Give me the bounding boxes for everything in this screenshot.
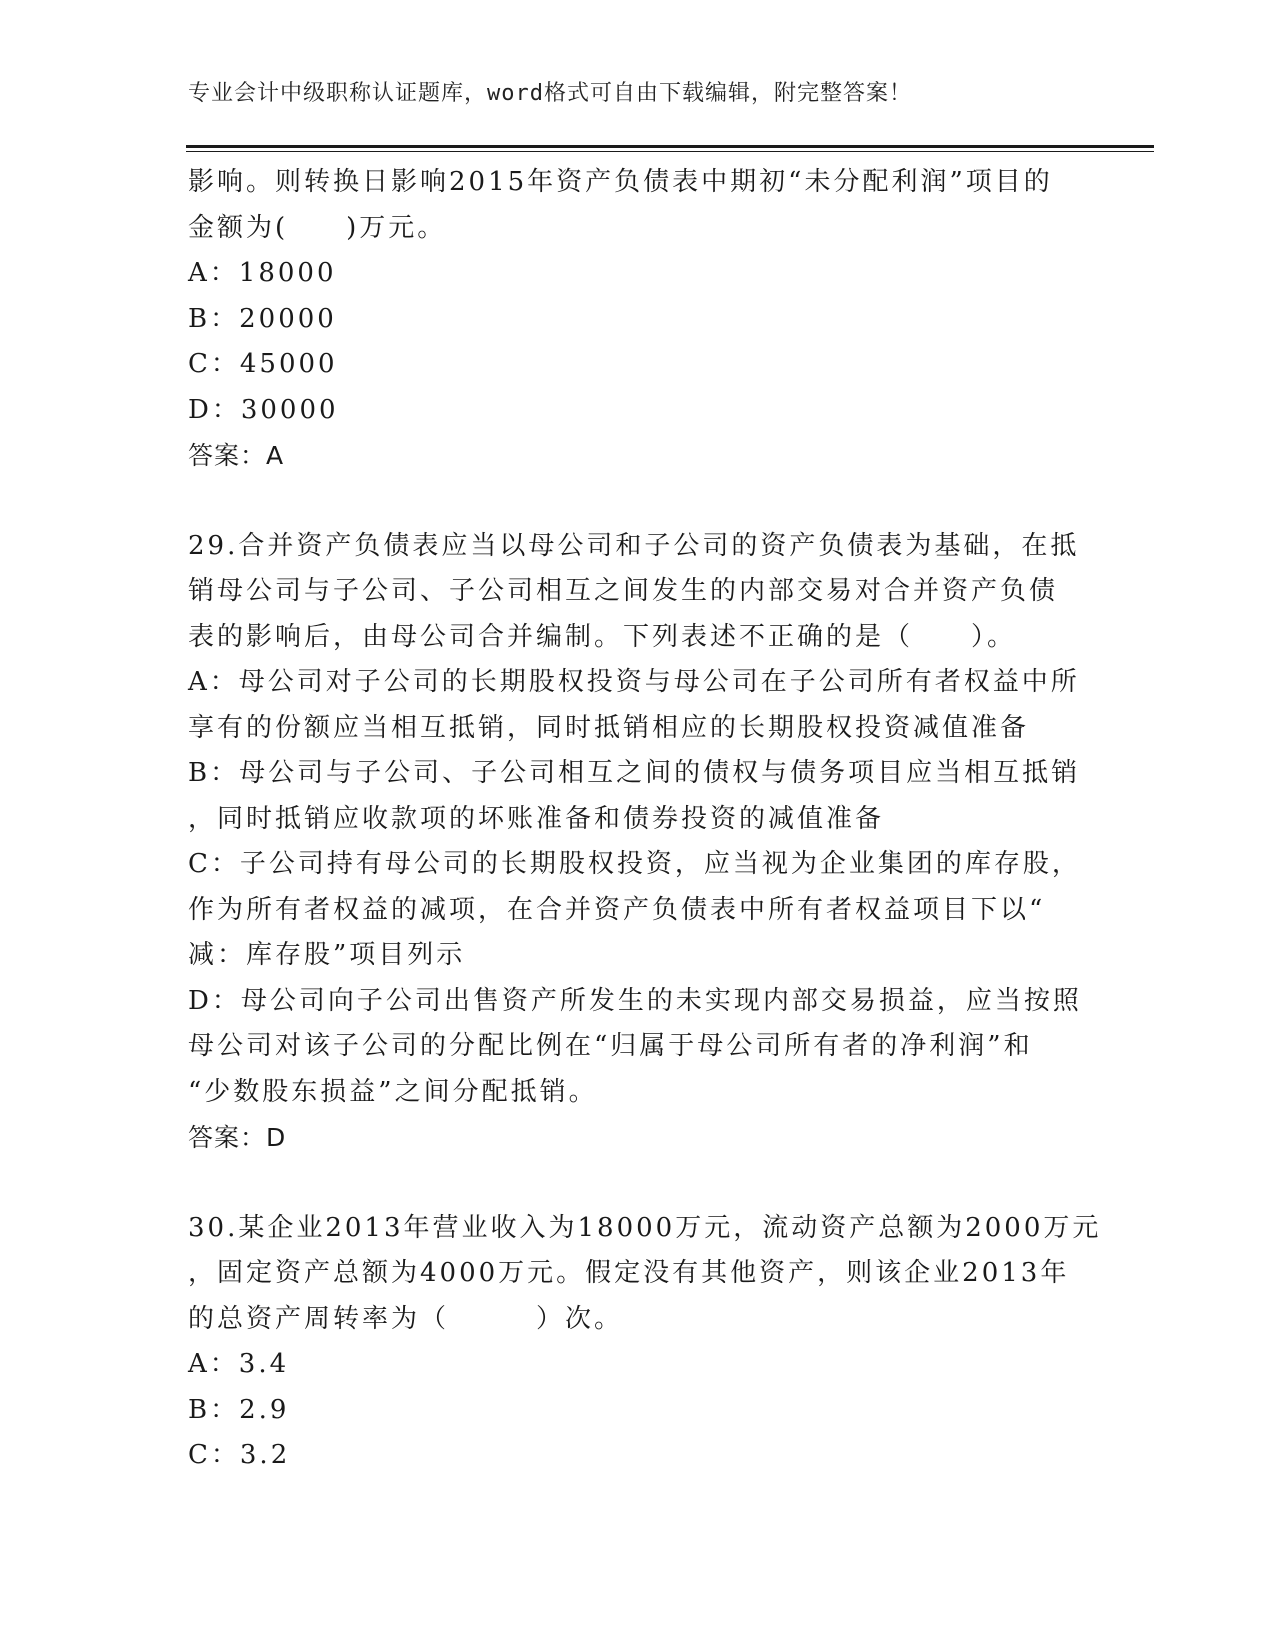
option-line: 享有的份额应当相互抵销，同时抵销相应的长期股权投资减值准备 bbox=[188, 712, 1030, 743]
option-line: C：子公司持有母公司的长期股权投资，应当视为企业集团的库存股， bbox=[188, 849, 1081, 879]
option-a: A：3.4 bbox=[188, 1349, 290, 1379]
option-line: ，同时抵销应收款项的坏账准备和债券投资的减值准备 bbox=[188, 803, 885, 834]
option-c: C：3.2 bbox=[188, 1440, 291, 1470]
question-text-line: 表的影响后，由母公司合并编制。下列表述不正确的是（ ）。 bbox=[188, 621, 1017, 652]
option-line: D：母公司向子公司出售资产所发生的未实现内部交易损益，应当按照 bbox=[188, 985, 1082, 1016]
question-text-line: 29.合并资产负债表应当以母公司和子公司的资产负债表为基础，在抵 bbox=[188, 530, 1080, 561]
option-a bbox=[188, 660, 1088, 751]
option-d bbox=[188, 979, 1088, 1116]
option-line: 作为所有者权益的减项，在合并资产负债表中所有者权益项目下以“ bbox=[188, 894, 1046, 925]
option-line: “少数股东损益”之间分配抵销。 bbox=[188, 1076, 598, 1107]
option-b bbox=[188, 751, 1088, 842]
option-d: D：30000 bbox=[188, 394, 339, 425]
page-header: 专业会计中级职称认证题库，word格式可自由下载编辑，附完整答案！ bbox=[188, 81, 912, 106]
header-rule-thin bbox=[186, 151, 1154, 152]
question-29 bbox=[188, 524, 1088, 1161]
question-text-line: 影响。则转换日影响2015年资产负债表中期初“未分配利润”项目的 bbox=[188, 167, 1053, 197]
question-text-line: 30.某企业2013年营业收入为18000万元，流动资产总额为2000万元 bbox=[188, 1212, 1102, 1243]
option-c: C：45000 bbox=[188, 349, 338, 379]
question-text-line: ，固定资产总额为4000万元。假定没有其他资产，则该企业2013年 bbox=[188, 1258, 1070, 1288]
option-b: B：20000 bbox=[188, 303, 337, 334]
option-line: 减：库存股”项目列示 bbox=[188, 940, 466, 970]
question-30 bbox=[188, 1206, 1102, 1479]
option-line: B：母公司与子公司、子公司相互之间的债权与债务项目应当相互抵销 bbox=[188, 758, 1081, 788]
answer: 答案：D bbox=[188, 1123, 287, 1152]
header-rule bbox=[186, 145, 1154, 148]
option-c bbox=[188, 842, 1088, 979]
answer: 答案：A bbox=[188, 441, 285, 470]
question-text-line: 金额为( )万元。 bbox=[188, 212, 447, 243]
option-line: A：母公司对子公司的长期股权投资与母公司在子公司所有者权益中所 bbox=[188, 667, 1080, 697]
option-line: 母公司对该子公司的分配比例在“归属于母公司所有者的净利润”和 bbox=[188, 1031, 1033, 1061]
option-a: A：18000 bbox=[188, 258, 337, 288]
question-text-line: 销母公司与子公司、子公司相互之间发生的内部交易对合并资产负债 bbox=[188, 576, 1059, 606]
option-b: B：2.9 bbox=[188, 1394, 290, 1425]
question-28 bbox=[188, 160, 1088, 479]
document-body bbox=[188, 160, 1102, 1479]
question-text-line: 的总资产周转率为（ ）次。 bbox=[188, 1303, 624, 1334]
